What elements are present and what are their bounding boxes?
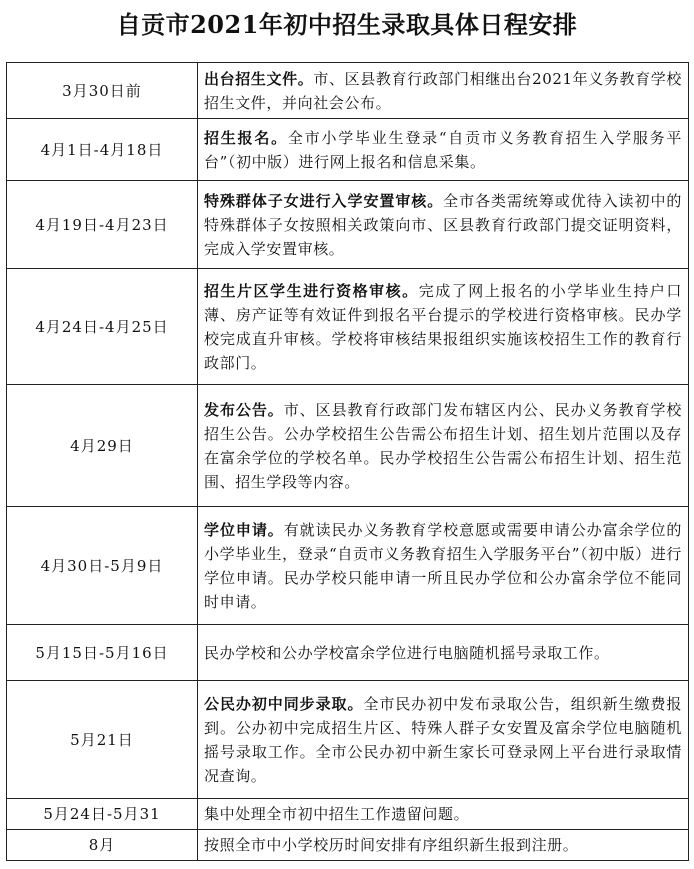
item-text: 全市各类需统筹或优待入读初中的特殊群体子女按照相关政策向市、区县教育行政部门提交证明资料，完成入学安置审核。 — [204, 191, 682, 258]
item-text: 全市小学毕业生登录“自贡市义务教育招生入学服务平台”（初中版）进行网上报名和信息采集。 — [204, 128, 682, 171]
item-heading: 学位申请。 — [204, 520, 284, 539]
item-heading: 特殊群体子女进行入学安置审核。 — [204, 191, 444, 210]
table-row — [7, 681, 689, 799]
description-cell — [198, 385, 689, 507]
date-cell: 4月29日 — [7, 385, 198, 507]
date-cell: 5月15日-5月16日 — [7, 625, 198, 681]
date-cell: 8月 — [7, 830, 198, 861]
item-text: 民办学校和公办学校富余学位进行电脑随机摇号录取工作。 — [204, 643, 610, 662]
item-heading: 出台招生文件。 — [204, 69, 314, 88]
description-cell — [198, 119, 689, 181]
date-cell: 5月21日 — [7, 681, 198, 799]
description-cell — [198, 681, 689, 799]
table-row — [7, 625, 689, 681]
table-row — [7, 799, 689, 830]
date-cell: 3月30日前 — [7, 63, 198, 119]
item-text: 全市民办初中发布录取公告，组织新生缴费报到。公办初中完成招生片区、特殊人群子女安置及富余学位电脑随机摇号录取工作。全市公民办初中新生家长可登录网上平台进行录取情况查询。 — [204, 694, 682, 785]
item-text: 集中处理全市初中招生工作遗留问题。 — [204, 805, 470, 823]
item-heading: 招生报名。 — [204, 128, 288, 147]
table-row — [7, 269, 689, 385]
page-title: 自贡市2021年初中招生录取具体日程安排 — [116, 10, 578, 39]
schedule-table — [6, 62, 689, 861]
date-cell: 4月24日-4月25日 — [7, 269, 198, 385]
description-cell — [198, 181, 689, 269]
description-cell — [198, 63, 689, 119]
item-text: 有就读民办义务教育学校意愿或需要申请公办富余学位的小学毕业生，登录“自贡市义务教育招生入学服务平台”（初中版）进行学位申请。民办学校只能申请一所且民办学位和公办富余学位不能同时申请。 — [204, 520, 682, 611]
table-row — [7, 119, 689, 181]
item-text: 市、区县教育行政部门相继出台2021年义务教育学校招生文件，并向社会公布。 — [204, 69, 682, 112]
item-heading: 公民办初中同步录取。 — [204, 694, 364, 713]
description-cell — [198, 507, 689, 625]
date-cell: 4月19日-4月23日 — [7, 181, 198, 269]
item-text: 市、区县教育行政部门发布辖区内公、民办义务教育学校招生公告。公办学校招生公告需公布招生计划、招生划片范围以及存在富余学位的学校名单。民办学校招生公告需公布招生计划、招生范围、招生学段等内容。 — [204, 400, 682, 491]
date-cell: 5月24日-5月31 — [7, 799, 198, 830]
item-heading: 招生片区学生进行资格审核。 — [204, 281, 419, 300]
item-text: 完成了网上报名的小学毕业生持户口薄、房产证等有效证件到报名平台提示的学校进行资格审核。民办学校完成直升审核。学校将审核结果报组织实施该校招生工作的教育行政部门。 — [204, 281, 682, 372]
description-cell — [198, 625, 689, 681]
table-row — [7, 63, 689, 119]
date-cell: 4月30日-5月9日 — [7, 507, 198, 625]
table-row — [7, 385, 689, 507]
item-heading: 发布公告。 — [204, 400, 284, 419]
description-cell — [198, 269, 689, 385]
table-row — [7, 830, 689, 861]
item-text: 按照全市中小学校历时间安排有序组织新生报到注册。 — [204, 836, 579, 854]
table-row — [7, 181, 689, 269]
description-cell — [198, 799, 689, 830]
description-cell — [198, 830, 689, 861]
table-row — [7, 507, 689, 625]
date-cell: 4月1日-4月18日 — [7, 119, 198, 181]
